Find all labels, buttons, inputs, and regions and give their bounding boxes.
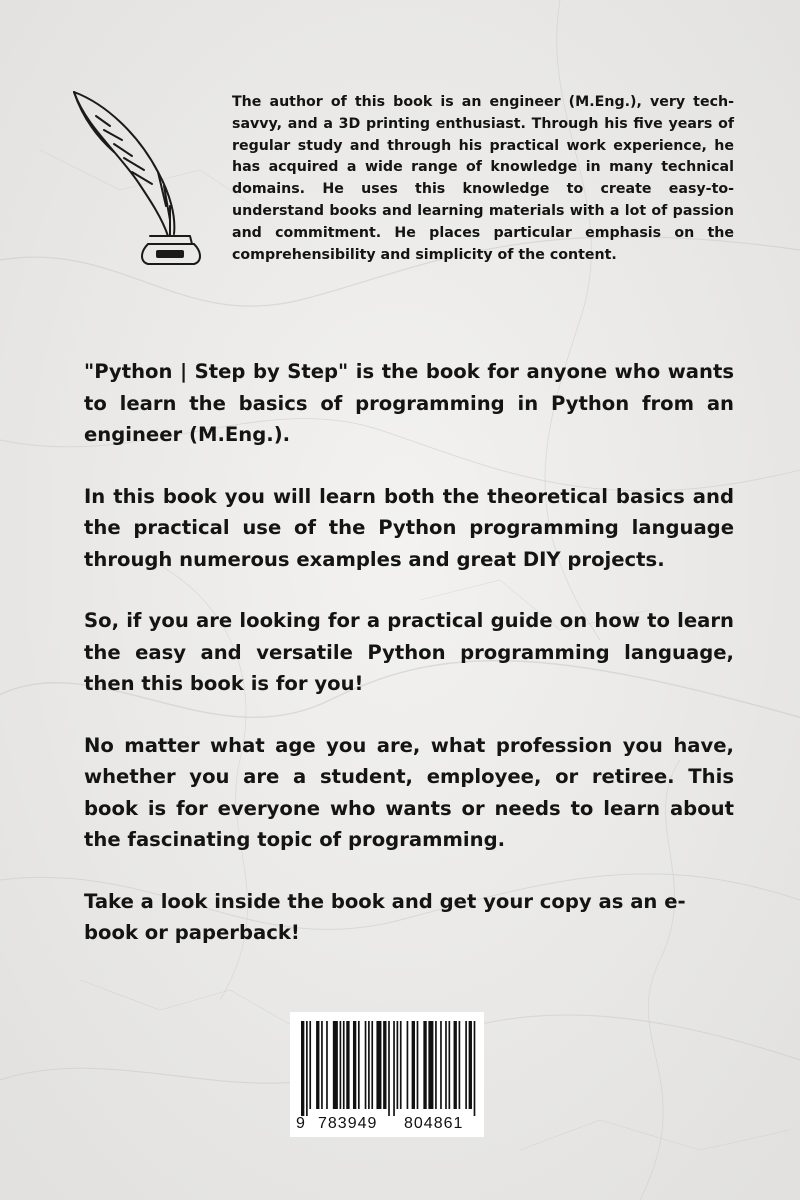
isbn-left-group: 783949 [318, 1115, 378, 1132]
barcode-bar [306, 1021, 308, 1116]
description-paragraph: So, if you are looking for a practical guide on how to learn the easy and versatile Python programming language, then this book is for you! [84, 609, 734, 695]
barcode-bar [407, 1021, 409, 1109]
barcode-bar [400, 1021, 402, 1109]
barcode-bar [343, 1021, 345, 1109]
book-description [84, 356, 734, 979]
quill-inkwell-icon [66, 86, 206, 266]
barcode-bar [316, 1021, 319, 1109]
description-paragraph: In this book you will learn both the theoretical basics and the practical use of the Python programming language through numerous examples and great DIY projects. [84, 484, 734, 571]
barcode-bar [365, 1021, 367, 1109]
barcode-bar [428, 1021, 433, 1109]
author-bio: The author of this book is an engineer (M.Eng.), very tech-savvy, and a 3D printing enthusiast. Through his five years of regular study and through his practical work experience, he has acquired a wide range of knowledge in many technical domains. He uses this knowledge to create easy-to-understand books and learning materials with a lot of passion and commitment. He places particular emphasis on the comprehensibility and simplicity of the content. [232, 94, 734, 263]
barcode-bar [309, 1021, 311, 1109]
barcode-bar [474, 1021, 476, 1116]
barcode-bar [393, 1021, 395, 1116]
barcode-bar [412, 1021, 415, 1109]
isbn-right-group: 804861 [404, 1115, 464, 1132]
barcode-bar [346, 1021, 349, 1109]
barcode-bar [340, 1021, 342, 1109]
barcode-bar [371, 1021, 373, 1109]
barcode-bar [326, 1021, 328, 1109]
barcode-bar [423, 1021, 426, 1109]
isbn-prefix-digit: 9 [296, 1115, 306, 1132]
barcode-bar [440, 1021, 442, 1109]
description-paragraph: Take a look inside the book and get your copy as an e-book or paperback! [84, 889, 686, 944]
barcode-bar [435, 1021, 437, 1109]
barcode-bar [376, 1021, 381, 1109]
barcode-bar [333, 1021, 338, 1109]
barcode-bar [459, 1021, 461, 1109]
isbn-barcode [290, 1012, 484, 1137]
barcode-bar [417, 1021, 419, 1109]
barcode-bar [469, 1021, 472, 1109]
barcode-bar [465, 1021, 467, 1109]
barcode-bar [383, 1021, 386, 1109]
barcode-bar [397, 1021, 399, 1109]
barcode-bar [301, 1021, 304, 1116]
barcode-bar [321, 1021, 323, 1109]
barcode-bar [358, 1021, 360, 1109]
barcode-bar [388, 1021, 390, 1116]
barcode-bar [368, 1021, 370, 1109]
barcode-bars [301, 1021, 477, 1116]
barcode-bar [454, 1021, 457, 1109]
barcode-bar [353, 1021, 356, 1109]
barcode-bar [445, 1021, 447, 1109]
barcode-bar [449, 1021, 451, 1109]
description-paragraph: "Python | Step by Step" is the book for anyone who wants to learn the basics of programming in Python from an engineer (M.Eng.). [84, 360, 734, 446]
description-paragraph: No matter what age you are, what profession you have, whether you are a student, employee, or retiree. This book is for everyone who wants or needs to learn about the fascinating topic of programming. [84, 733, 734, 851]
